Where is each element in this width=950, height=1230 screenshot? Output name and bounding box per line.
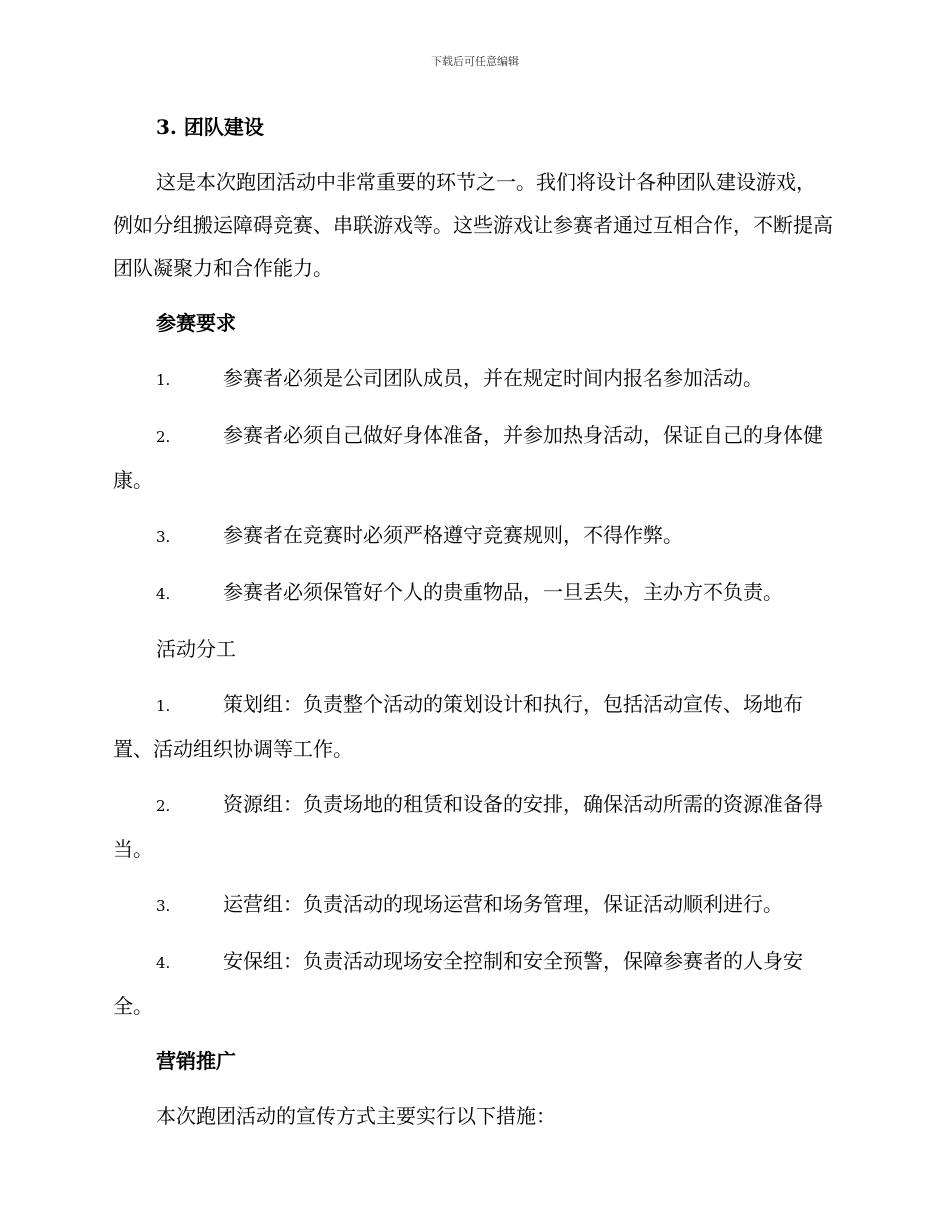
list-item [113,683,835,771]
list-item [113,940,835,1028]
list-text: 参赛者必须是公司团队成员，并在规定时间内报名参加活动。 [223,366,763,390]
section-heading-team-building: 3. 团队建设 [156,115,264,139]
list-item [113,783,835,871]
list-text: 运营组：负责活动的现场运营和场务管理，保证活动顺利进行。 [223,892,783,916]
paragraph-team-building: 这是本次跑团活动中非常重要的环节之一。我们将设计各种团队建设游戏，例如分组搬运障碍竞赛、串联游戏等。这些游戏让参赛者通过互相合作，不断提高团队凝聚力和合作能力。 [113,170,833,280]
list-text: 资源组：负责场地的租赁和设备的安排，确保活动所需的资源准备得当。 [113,792,823,861]
list-text: 参赛者必须自己做好身体准备，并参加热身活动，保证自己的身体健康。 [113,423,823,492]
page-header: 下载后可任意编辑 [431,55,519,68]
list-number: 4. [156,585,171,603]
list-number: 3. [156,897,171,915]
list-number: 3. [156,528,171,546]
list-item [113,883,835,928]
list-text: 安保组：负责活动现场安全控制和安全预警，保障参赛者的人身安全。 [113,949,803,1018]
list-number: 1. [156,697,171,715]
list-item [113,357,835,402]
list-number: 4. [156,954,171,972]
list-number: 2. [156,428,171,446]
list-text: 策划组：负责整个活动的策划设计和执行，包括活动宣传、场地布置、活动组织协调等工作。 [113,692,803,761]
document-body [113,106,835,1150]
section-heading-division: 活动分工 [156,637,236,661]
list-text: 参赛者必须保管好个人的贵重物品，一旦丢失，主办方不负责。 [223,580,783,604]
list-item [113,414,835,502]
list-number: 1. [156,371,171,389]
list-item [113,571,835,616]
paragraph-marketing: 本次跑团活动的宣传方式主要实行以下措施： [156,1104,556,1128]
section-heading-requirements: 参赛要求 [156,311,236,335]
list-text: 参赛者在竞赛时必须严格遵守竞赛规则，不得作弊。 [223,523,683,547]
section-heading-marketing: 营销推广 [156,1049,236,1073]
list-number: 2. [156,797,171,815]
list-item [113,514,835,559]
